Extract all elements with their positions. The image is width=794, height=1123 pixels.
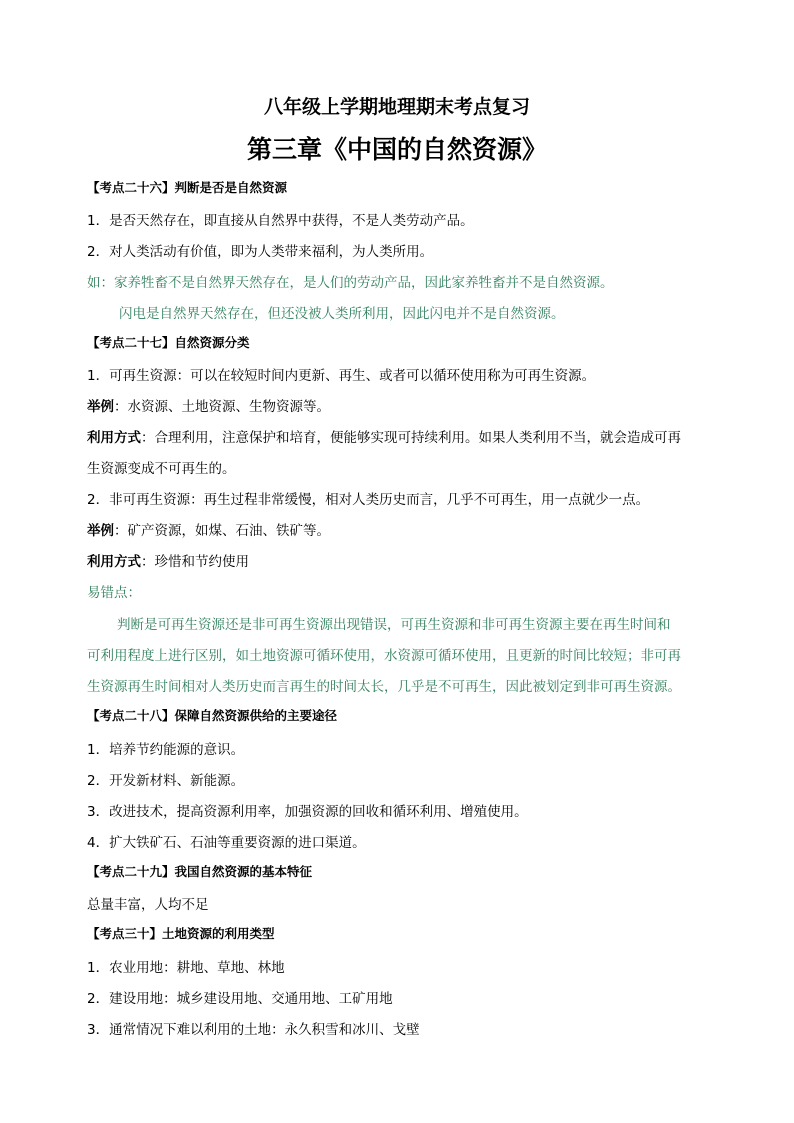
- error-point-line-3: 生资源再生时间相对人类历史而言再生的时间太长，几乎是不可再生，因此被划定到非可再生资源。: [87, 679, 681, 695]
- section-header-26: 【考点二十六】判断是否是自然资源: [87, 180, 288, 195]
- s27-nonrenewable: 2．非可再生资源：再生过程非常缓慢，相对人类历史而言，几乎不可再生，用一点就少一点。: [87, 492, 650, 508]
- usage-label: 利用方式: [87, 430, 141, 446]
- s27-renewable-example: [87, 395, 717, 415]
- example-label: 举例: [87, 523, 114, 539]
- s26-point-2: 2．对人类活动有价值，即为人类带来福利，为人类所用。: [87, 244, 434, 260]
- s27-nonrenewable-usage: [87, 550, 717, 570]
- s27-renewable: 1．可再生资源：可以在较短时间内更新、再生、或者可以循环使用称为可再生资源。: [87, 368, 596, 384]
- error-point-title: 易错点：: [87, 585, 141, 601]
- s28-item: 3．改进技术，提高资源利用率，加强资源的回收和循环利用、增殖使用。: [87, 804, 528, 820]
- s26-example-1: 如：家养牲畜不是自然界天然存在，是人们的劳动产品，因此家养牲畜并不是自然资源。: [87, 275, 614, 291]
- renewable-usage-text: ：合理利用，注意保护和培育，便能够实现可持续利用。如果人类利用不当，就会造成可再: [141, 430, 681, 446]
- renewable-example-text: ：水资源、土地资源、生物资源等。: [114, 399, 330, 415]
- s26-point-1: 1．是否天然存在，即直接从自然界中获得，不是人类劳动产品。: [87, 213, 474, 229]
- error-point-line-1: 判断是可再生资源还是非可再生资源出现错误，可再生资源和非可再生资源主要在再生时间和: [117, 617, 671, 633]
- s30-item: 3．通常情况下难以利用的土地：永久积雪和冰川、戈壁: [87, 1022, 420, 1038]
- s28-item: 2．开发新材料、新能源。: [87, 773, 245, 789]
- s27-renewable-usage-cont: 生资源变成不可再生的。: [87, 461, 236, 477]
- section-header-27: 【考点二十七】自然资源分类: [87, 335, 250, 350]
- nonrenewable-usage-text: ：珍惜和节约使用: [141, 554, 249, 570]
- s29-text: 总量丰富，人均不足: [87, 897, 209, 913]
- s30-item: 2．建设用地：城乡建设用地、交通用地、工矿用地: [87, 991, 393, 1007]
- s26-example-2: 闪电是自然界天然存在，但还没被人类所利用，因此闪电并不是自然资源。: [119, 306, 565, 322]
- usage-label: 利用方式: [87, 554, 141, 570]
- nonrenewable-example-text: ：矿产资源，如煤、石油、铁矿等。: [114, 523, 330, 539]
- s27-nonrenewable-example: [87, 519, 717, 539]
- s30-item: 1．农业用地：耕地、草地、林地: [87, 960, 285, 976]
- s27-renewable-usage: [87, 426, 717, 446]
- section-header-28: 【考点二十八】保障自然资源供给的主要途径: [87, 708, 338, 723]
- example-label: 举例: [87, 399, 114, 415]
- s28-item: 1．培养节约能源的意识。: [87, 742, 245, 758]
- s28-item: 4．扩大铁矿石、石油等重要资源的进口渠道。: [87, 835, 366, 851]
- document-title: 八年级上学期地理期末考点复习: [263, 96, 530, 118]
- section-header-30: 【考点三十】土地资源的利用类型: [87, 926, 275, 941]
- section-header-29: 【考点二十九】我国自然资源的基本特征: [87, 864, 313, 879]
- error-point-line-2: 可利用程度上进行区别，如土地资源可循环使用，水资源可循环使用，且更新的时间比较短；非可再: [87, 648, 681, 664]
- chapter-title: 第三章《中国的自然资源》: [246, 135, 547, 164]
